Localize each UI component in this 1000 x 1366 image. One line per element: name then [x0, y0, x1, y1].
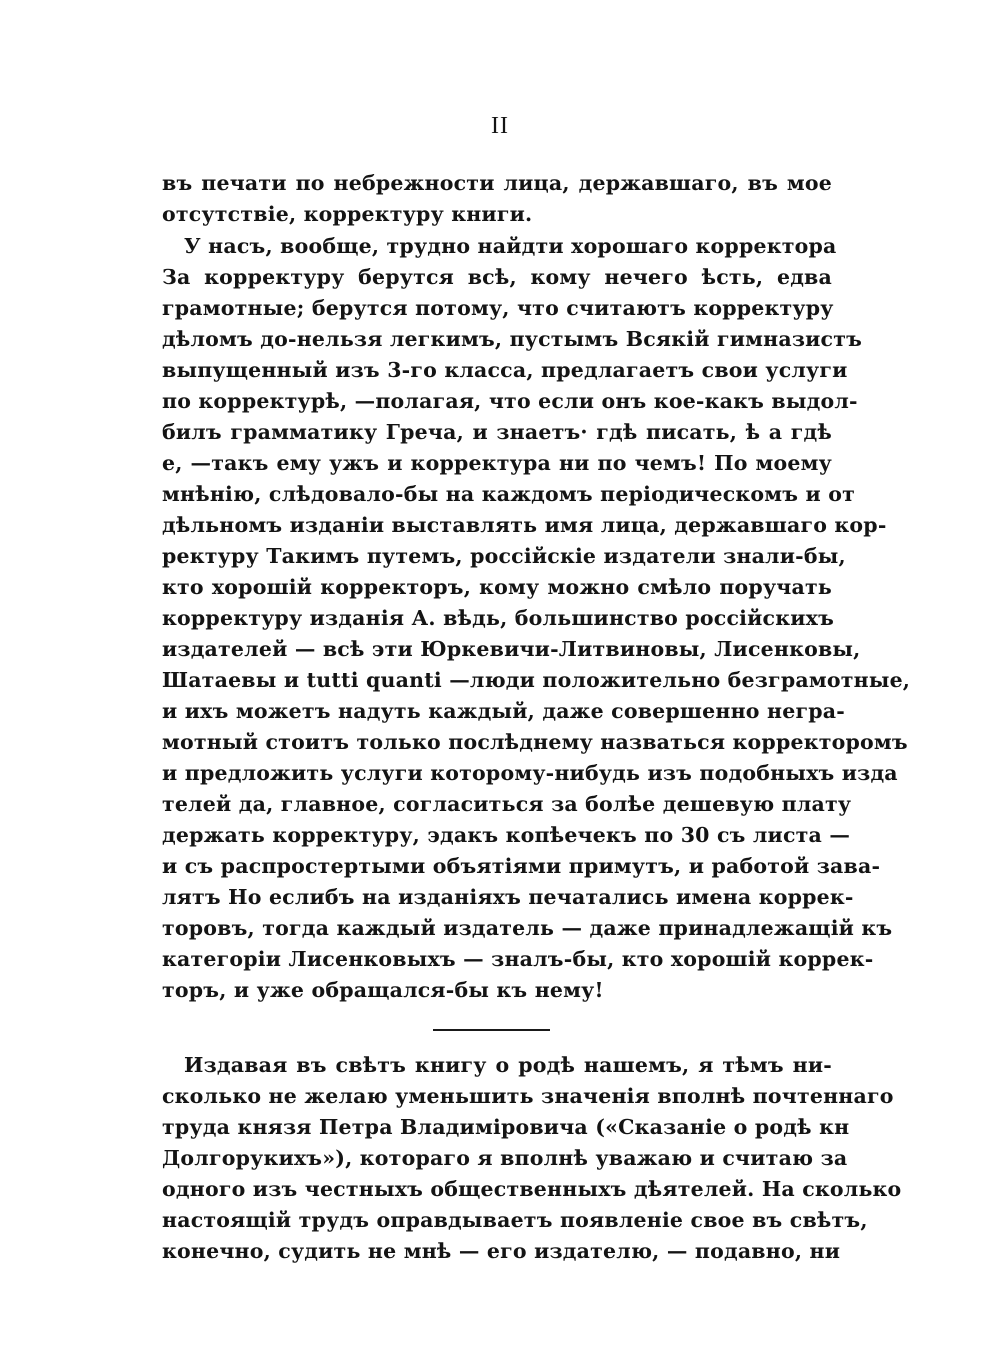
text-line: торъ, и уже обращался-бы къ нему!: [162, 978, 604, 1002]
text-line: настоящій трудъ оправдываетъ появленіе свое въ свѣтъ,: [162, 1208, 868, 1232]
text-line: и съ распростертыми объятіями примутъ, и работой зава-: [162, 854, 881, 878]
text-line: сколько не желаю уменьшить значенія вполнѣ почтеннаго: [162, 1084, 894, 1108]
text-line: категоріи Лисенковыхъ — зналъ-бы, кто хорошій коррек-: [162, 947, 874, 971]
text-line: конечно, судить не мнѣ — его издателю, — подавно, ни: [162, 1239, 841, 1263]
page-number: II: [491, 113, 509, 139]
text-line: телей да, главное, согласиться за болѣе дешевую плату: [162, 792, 852, 816]
text-line: е, —такъ ему ужъ и корректура ни по чемъ! По моему: [162, 451, 832, 475]
text-line: по корректурѣ, —полагая, что если онъ кое-какъ выдол-: [162, 389, 858, 413]
text-line: держать корректуру, эдакъ копѣечекъ по 30 съ листа —: [162, 823, 851, 847]
text-line: Долгорукихъ»), котораго я вполнѣ уважаю и считаю за: [162, 1146, 848, 1170]
text-line: За корректуру берутся всѣ, кому нечего ѣсть, едва: [162, 265, 832, 289]
text-line: ректуру Такимъ путемъ, россійскіе издатели знали-бы,: [162, 544, 846, 568]
text-line: Издавая въ свѣтъ книгу о родѣ нашемъ, я тѣмъ ни-: [184, 1053, 832, 1077]
section-separator: [433, 1029, 550, 1031]
text-line: дѣломъ до-нельзя легкимъ, пустымъ Всякій гимназистъ: [162, 327, 863, 351]
text-line: выпущенный изъ 3-го класса, предлагаетъ свои услуги: [162, 358, 848, 382]
text-line: кто хорошій корректоръ, кому можно смѣло поручать: [162, 575, 832, 599]
text-line: и ихъ можетъ надуть каждый, даже совершенно негра-: [162, 699, 845, 723]
text-line: труда князя Петра Владиміровича («Сказаніе о родѣ кн: [162, 1115, 850, 1139]
text-line: У насъ, вообще, трудно найдти хорошаго корректора: [184, 234, 837, 258]
text-line: Шатаевы и tutti quanti —люди положительно безграмотные,: [162, 668, 911, 692]
text-line: мотный стоитъ только послѣднему назваться корректоромъ: [162, 730, 908, 754]
text-line: дѣльномъ изданіи выставлять имя лица, державшаго кор-: [162, 513, 887, 537]
text-line: торовъ, тогда каждый издатель — даже принадлежащій къ: [162, 916, 893, 940]
text-line: лятъ Но еслибъ на изданіяхъ печатались имена коррек-: [162, 885, 854, 909]
text-line: одного изъ честныхъ общественныхъ дѣятелей. На сколько: [162, 1177, 902, 1201]
text-line: мнѣнію, слѣдовало-бы на каждомъ періодическомъ и от: [162, 482, 856, 506]
text-line: въ печати по небрежности лица, державшаго, въ мое: [162, 171, 832, 195]
text-line: корректуру изданія А. вѣдь, большинство россійскихъ: [162, 606, 834, 630]
text-line: грамотные; берутся потому, что считаютъ корректуру: [162, 296, 834, 320]
text-line: билъ грамматику Греча, и знаетъ· гдѣ писать, ѣ а гдѣ: [162, 420, 832, 444]
text-line: отсутствіе, корректуру книги.: [162, 202, 533, 226]
text-line: издателей — всѣ эти Юркевичи-Литвиновы, Лисенковы,: [162, 637, 861, 661]
text-line: и предложить услуги которому-нибудь изъ подобныхъ изда: [162, 761, 898, 785]
